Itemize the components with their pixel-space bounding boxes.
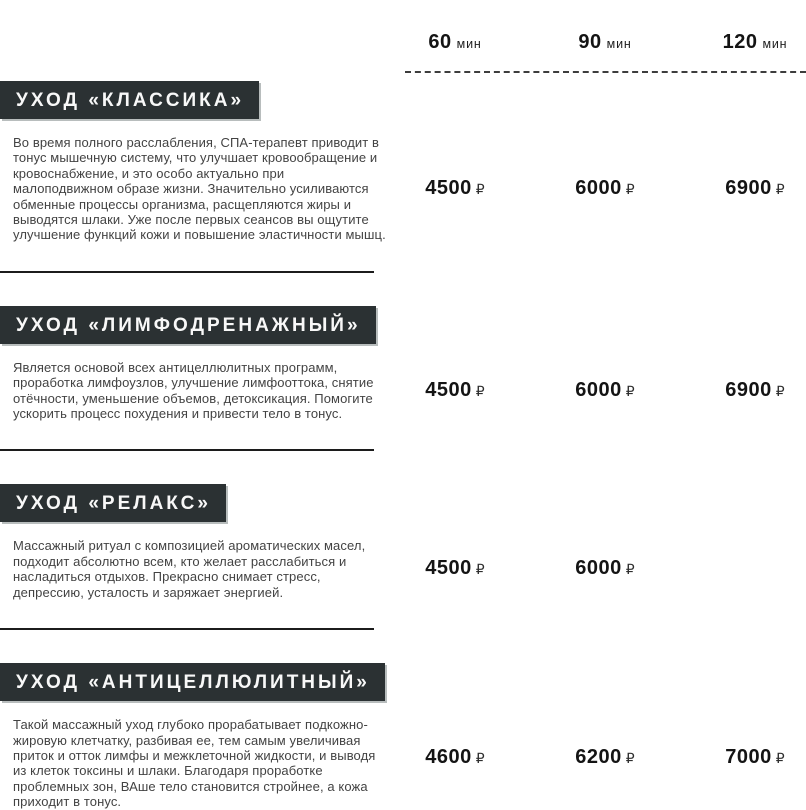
section-description: Является основой всех антицеллюлитных программ, проработка лимфоузлов, улучшение лимфооттока, снятие отёчности, уменьшение объемов, детоксикация. Помогите ускорить процесс похудения и привести тело в тонус. <box>13 359 374 422</box>
section-description: Массажный ритуал с композицией ароматических масел, подходит абсолютно всем, кто желает расслабиться и насладиться отдыхов. Прекрасно снимает стресс, депрессию, усталость и заряжает энергией. <box>13 538 366 600</box>
duration-value: 90 <box>578 31 602 53</box>
price-120min <box>680 177 806 200</box>
ruble-sign: ₽ <box>775 382 785 399</box>
section-prices <box>380 81 806 273</box>
price-amount: 6900 <box>725 176 772 199</box>
price-amount: 7000 <box>725 746 772 769</box>
section-title: УХОД «РЕЛАКС» <box>0 484 226 522</box>
price-60min <box>380 746 530 769</box>
section-prices <box>380 484 806 630</box>
ruble-sign: ₽ <box>625 180 635 197</box>
ruble-sign: ₽ <box>775 180 785 197</box>
price-amount: 4500 <box>425 557 472 580</box>
price-90min <box>530 746 680 769</box>
price-90min <box>530 557 680 580</box>
ruble-sign: ₽ <box>625 561 635 578</box>
section-title: УХОД «КЛАССИКА» <box>0 81 259 119</box>
section-divider <box>0 628 374 630</box>
price-amount: 4500 <box>425 378 472 401</box>
section-relax <box>0 484 806 630</box>
section-prices <box>380 306 806 452</box>
ruble-sign: ₽ <box>775 750 785 767</box>
duration-value: 120 <box>722 31 758 53</box>
section-title: УХОД «ЛИМФОДРЕНАЖНЫЙ» <box>0 306 376 344</box>
section-classic <box>0 81 806 273</box>
ruble-sign: ₽ <box>475 382 485 399</box>
section-description: Во время полного расслабления, СПА-терапевт приводит в тонус мышечную систему, что улучшает кровообращение и кровоснабжение, и это особо актуально при малоподвижном образе жизни. Значительно усиливаются обменные процессы организма, расщепляются жиры и выводятся шлаки. Уже после первых сеансов вы ощутите улучшение функций кожи и повышение эластичности мышц. <box>13 135 386 243</box>
price-amount: 4500 <box>425 176 472 199</box>
price-60min <box>380 379 530 402</box>
section-info <box>0 306 380 452</box>
duration-value: 60 <box>428 31 452 53</box>
section-description: Такой массажный уход глубоко прорабатывает подкожно-жировую клетчатку, разбивая ее, тем самым увеличивая приток и отток лимфы и межклеточной жидкости, и выводя из клеток токсины и шлаки. Благодаря проработке проблемных зон, ВАше тело становится стройнее, а кожа приходит в тонус. <box>13 717 376 810</box>
section-info <box>0 81 386 273</box>
section-title: УХОД «АНТИЦЕЛЛЮЛИТНЫЙ» <box>0 663 385 701</box>
section-info <box>0 663 380 809</box>
section-info <box>0 484 380 630</box>
duration-unit: мин <box>762 37 788 51</box>
duration-column-90 <box>530 31 680 54</box>
ruble-sign: ₽ <box>625 382 635 399</box>
price-amount: 6000 <box>575 557 622 580</box>
header-left-spacer <box>0 31 380 54</box>
dashed-separator <box>405 71 806 73</box>
duration-columns-header <box>0 0 806 54</box>
section-divider <box>0 271 374 273</box>
price-120min <box>680 379 806 402</box>
price-120min <box>680 746 806 769</box>
price-60min <box>380 177 530 200</box>
section-lymphodrainage <box>0 306 806 452</box>
price-list <box>0 81 806 810</box>
ruble-sign: ₽ <box>475 750 485 767</box>
duration-column-60 <box>380 31 530 54</box>
price-120min-empty <box>680 557 806 580</box>
duration-unit: мин <box>606 37 632 51</box>
duration-column-120 <box>680 31 806 54</box>
price-amount: 4600 <box>425 746 472 769</box>
section-prices <box>380 663 806 809</box>
price-90min <box>530 379 680 402</box>
price-amount: 6900 <box>725 378 772 401</box>
price-90min <box>530 177 680 200</box>
section-divider <box>0 449 374 451</box>
price-60min <box>380 557 530 580</box>
ruble-sign: ₽ <box>475 561 485 578</box>
price-amount: 6200 <box>575 746 622 769</box>
ruble-sign: ₽ <box>625 750 635 767</box>
ruble-sign: ₽ <box>475 180 485 197</box>
price-amount: 6000 <box>575 176 622 199</box>
section-anticellulite <box>0 663 806 809</box>
price-amount: 6000 <box>575 378 622 401</box>
duration-unit: мин <box>456 37 482 51</box>
